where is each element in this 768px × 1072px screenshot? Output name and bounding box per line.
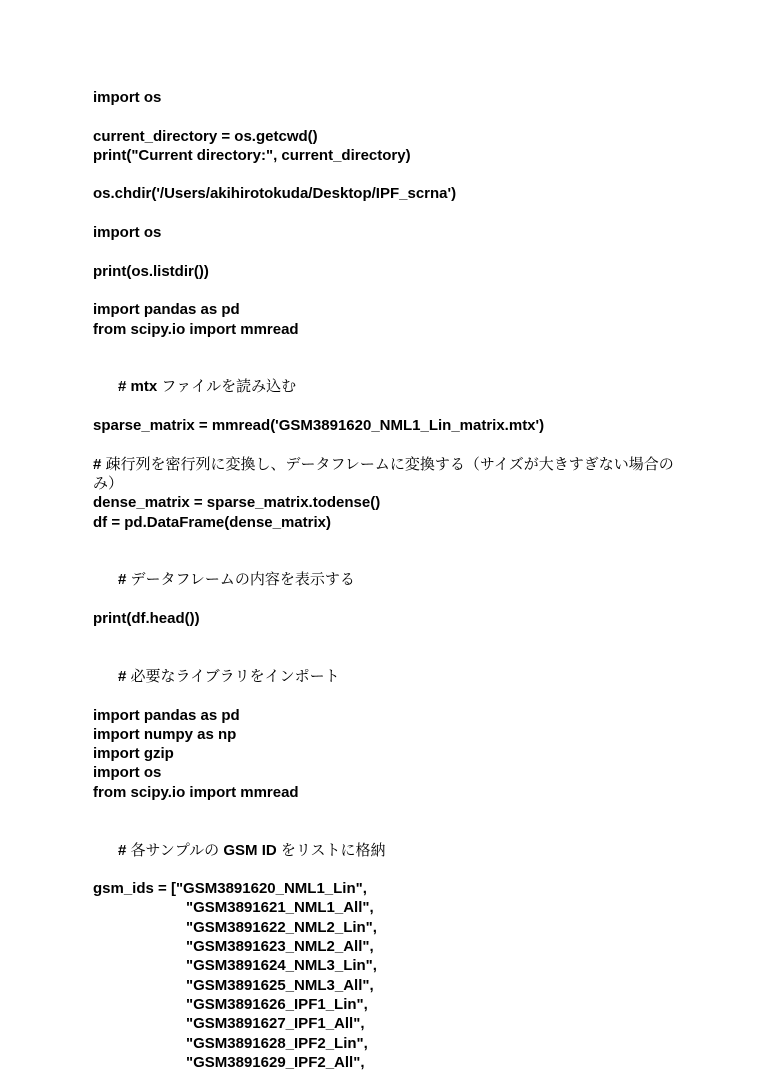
code-line: import os [93, 764, 162, 782]
comment-text-en: GSM ID [219, 841, 281, 859]
blank-line [93, 435, 693, 454]
code-line: import os [93, 224, 162, 242]
code-line: "GSM3891629_IPF2_All", [186, 1053, 365, 1071]
code-line: print(os.listdir()) [93, 262, 209, 280]
comment-hash: # [118, 378, 131, 396]
blank-line [93, 532, 693, 551]
comment-hash: # [118, 667, 131, 685]
code-line: sparse_matrix = mmread('GSM3891620_NML1_Lin_matrix.mtx') [93, 417, 545, 435]
comment-text-jp: ファイルを読み込む [161, 377, 297, 396]
comment-line [93, 455, 693, 494]
comment-line [93, 358, 693, 416]
code-line: import pandas as pd [93, 706, 240, 724]
code-line: gsm_ids = ["GSM3891620_NML1_Lin", [93, 880, 367, 898]
comment-text-jp: 各サンプルの [130, 840, 220, 859]
comment-hash: # [93, 455, 106, 473]
code-line: "GSM3891626_IPF1_Lin", [186, 995, 368, 1013]
blank-line [93, 339, 693, 358]
blank-line [93, 281, 693, 300]
code-line: "GSM3891624_NML3_Lin", [186, 957, 377, 975]
code-line: from scipy.io import mmread [93, 783, 299, 801]
comment-text-jp: をリストに格納 [280, 840, 386, 859]
code-line: "GSM3891628_IPF2_Lin", [186, 1034, 368, 1052]
blank-line [93, 242, 693, 261]
comment-text-jp: データフレームの内容を表示する [130, 570, 355, 589]
comment-hash: # [118, 841, 131, 859]
code-line: import os [93, 89, 162, 106]
code-line: print(df.head()) [93, 610, 200, 628]
comment-text-jp: 疎行列を密行列に変換し、データフレームに変換する（サイズが大きすぎない場合のみ） [93, 454, 674, 492]
code-listing [93, 88, 693, 1072]
blank-line [93, 107, 693, 126]
comment-line [93, 551, 693, 609]
code-line: current_directory = os.getcwd() [93, 127, 318, 145]
comment-line [93, 648, 693, 706]
comment-text-jp: 必要なライブラリをインポート [130, 666, 340, 685]
code-line: import numpy as np [93, 725, 237, 743]
code-line: "GSM3891622_NML2_Lin", [186, 918, 377, 936]
comment-hash: # [118, 571, 131, 589]
code-line: from scipy.io import mmread [93, 320, 299, 338]
code-line: df = pd.DataFrame(dense_matrix) [93, 513, 331, 531]
blank-line [93, 204, 693, 223]
code-line: "GSM3891627_IPF1_All", [186, 1015, 365, 1033]
code-line: "GSM3891621_NML1_All", [186, 899, 374, 917]
comment-text-en: mtx [130, 378, 162, 396]
blank-line [93, 802, 693, 821]
blank-line [93, 628, 693, 647]
code-line: print("Current directory:", current_directory) [93, 146, 411, 164]
code-line: os.chdir('/Users/akihirotokuda/Desktop/IPF_scrna') [93, 185, 457, 203]
code-line: import pandas as pd [93, 301, 240, 319]
comment-line [93, 821, 693, 879]
code-line: "GSM3891625_NML3_All", [186, 976, 374, 994]
blank-line [93, 165, 693, 184]
code-line: import gzip [93, 745, 174, 763]
code-line: "GSM3891623_NML2_All", [186, 938, 374, 956]
code-line: dense_matrix = sparse_matrix.todense() [93, 494, 381, 512]
